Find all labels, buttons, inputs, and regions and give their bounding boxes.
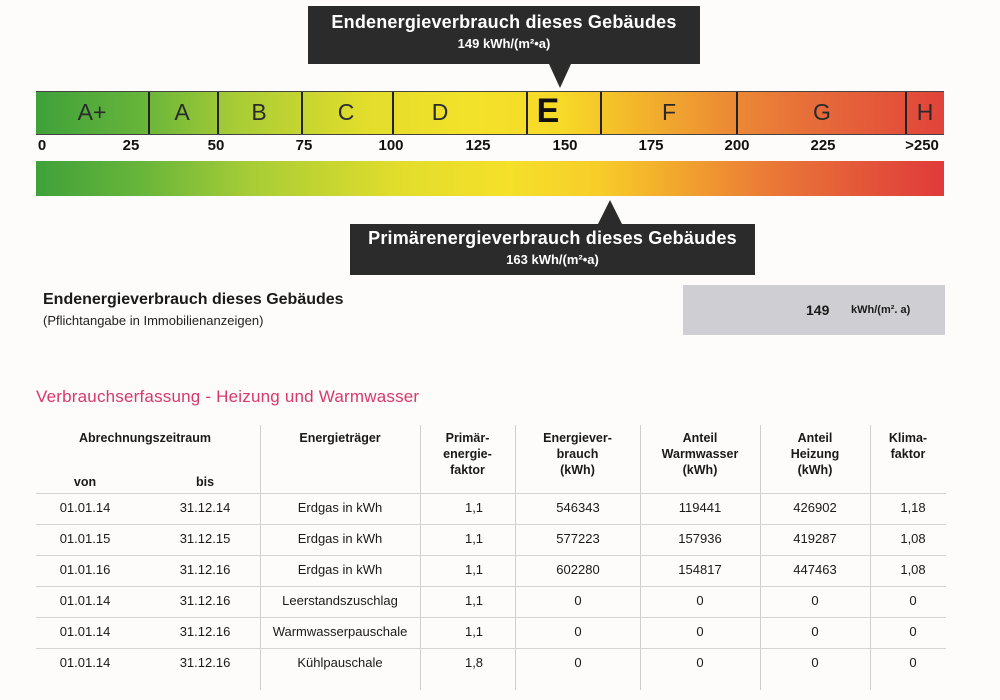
class-label-g: G <box>813 99 831 125</box>
cell-water: 119441 <box>678 500 722 515</box>
summary-value-box <box>683 285 945 335</box>
cell-von: 01.01.16 <box>59 562 111 577</box>
scale-tick: 150 <box>552 137 578 154</box>
cell-water: 157936 <box>678 531 722 546</box>
cell-carrier: Kühlpauschale <box>297 655 383 670</box>
primary-energy-callout-value: 163 kWh/(m²•a) <box>506 252 599 267</box>
scale-tick: 0 <box>37 137 47 154</box>
primary-energy-callout-title: Primärenergieverbrauch dieses Gebäudes <box>368 228 737 248</box>
final-energy-pointer <box>549 64 571 88</box>
scale-tick: 100 <box>378 137 404 154</box>
final-energy-callout-title: Endenergieverbrauch dieses Gebäudes <box>331 12 677 32</box>
cell-carrier: Leerstandszuschlag <box>282 593 398 608</box>
class-divider <box>217 92 219 134</box>
cell-water: 0 <box>696 655 704 670</box>
class-divider <box>905 92 907 134</box>
table-row-divider <box>36 617 946 618</box>
summary-subtitle: (Pflichtangabe in Immobilienanzeigen) <box>43 313 264 328</box>
table-row-divider <box>36 555 946 556</box>
cell-von: 01.01.15 <box>59 531 111 546</box>
scale-tick: 75 <box>295 137 313 154</box>
energy-class-bar <box>36 91 944 135</box>
class-label-d: D <box>431 99 449 125</box>
summary-title: Endenergieverbrauch dieses Gebäudes <box>43 291 344 308</box>
table-row-divider <box>36 493 946 494</box>
scale-tick: 125 <box>465 137 491 154</box>
cell-bis: 31.12.15 <box>179 531 231 546</box>
class-divider <box>736 92 738 134</box>
header-primary-factor: Primär- energie- faktor <box>443 431 492 477</box>
class-label-c: C <box>337 99 355 125</box>
header-warm-water-share: Anteil Warmwasser (kWh) <box>661 431 739 477</box>
cell-von: 01.01.14 <box>59 593 111 608</box>
header-bis: bis <box>195 475 215 489</box>
header-von: von <box>73 475 97 489</box>
table-row-divider <box>36 524 946 525</box>
primary-energy-gradient-bar <box>36 161 944 196</box>
section-title: Verbrauchserfassung - Heizung und Warmwasser <box>36 387 420 406</box>
scale-tick: 50 <box>207 137 225 154</box>
cell-factor: 1,1 <box>464 624 484 639</box>
cell-heating: 447463 <box>793 562 837 577</box>
primary-energy-callout <box>350 224 755 275</box>
class-label-e-active: E <box>536 92 560 130</box>
cell-climate: 0 <box>909 624 917 639</box>
class-divider <box>148 92 150 134</box>
header-period: Abrechnungszeitraum <box>79 431 211 445</box>
cell-climate: 1,18 <box>900 500 926 515</box>
cell-factor: 1,1 <box>464 500 484 515</box>
cell-factor: 1,1 <box>464 531 484 546</box>
scale-tick: 225 <box>810 137 836 154</box>
cell-carrier: Erdgas in kWh <box>297 562 383 577</box>
cell-consumption: 0 <box>574 655 582 670</box>
cell-climate: 0 <box>909 593 917 608</box>
primary-energy-pointer <box>598 200 622 224</box>
class-divider <box>301 92 303 134</box>
cell-heating: 419287 <box>793 531 837 546</box>
cell-bis: 31.12.16 <box>179 593 231 608</box>
cell-carrier: Warmwasserpauschale <box>272 624 408 639</box>
scale-tick: 175 <box>638 137 664 154</box>
cell-heating: 0 <box>811 655 819 670</box>
cell-water: 154817 <box>678 562 722 577</box>
scale-tick: 25 <box>122 137 140 154</box>
cell-consumption: 577223 <box>556 531 600 546</box>
header-carrier: Energieträger <box>299 431 381 445</box>
summary-value: 149 <box>806 302 830 318</box>
class-divider <box>600 92 602 134</box>
summary-unit: kWh/(m². a) <box>851 304 911 316</box>
cell-consumption: 0 <box>574 593 582 608</box>
cell-factor: 1,1 <box>464 562 484 577</box>
table-row-divider <box>36 648 946 649</box>
cell-water: 0 <box>696 593 704 608</box>
class-label-a-plus: A+ <box>77 99 107 125</box>
table-row-divider <box>36 586 946 587</box>
table-column-divider <box>260 425 261 690</box>
class-label-h: H <box>916 99 934 125</box>
cell-factor: 1,1 <box>464 593 484 608</box>
cell-bis: 31.12.16 <box>179 655 231 670</box>
cell-factor: 1,8 <box>464 655 484 670</box>
header-consumption: Energiever- brauch (kWh) <box>543 431 612 477</box>
final-energy-callout <box>308 6 700 64</box>
cell-von: 01.01.14 <box>59 624 111 639</box>
cell-consumption: 602280 <box>556 562 600 577</box>
cell-carrier: Erdgas in kWh <box>297 500 383 515</box>
class-divider <box>526 92 528 134</box>
cell-climate: 1,08 <box>900 531 926 546</box>
cell-consumption: 0 <box>574 624 582 639</box>
final-energy-callout-value: 149 kWh/(m²•a) <box>457 36 551 51</box>
scale-tick: 200 <box>724 137 750 154</box>
cell-heating: 0 <box>811 624 819 639</box>
table-column-divider <box>870 425 871 690</box>
class-label-f: F <box>661 99 677 125</box>
cell-von: 01.01.14 <box>59 655 111 670</box>
cell-bis: 31.12.14 <box>179 500 231 515</box>
cell-heating: 0 <box>811 593 819 608</box>
cell-climate: 1,08 <box>900 562 926 577</box>
cell-bis: 31.12.16 <box>179 562 231 577</box>
cell-water: 0 <box>696 624 704 639</box>
cell-carrier: Erdgas in kWh <box>297 531 383 546</box>
cell-climate: 0 <box>909 655 917 670</box>
class-label-b: B <box>251 99 267 125</box>
cell-heating: 426902 <box>793 500 837 515</box>
cell-consumption: 546343 <box>556 500 600 515</box>
header-heating-share: Anteil Heizung (kWh) <box>790 431 840 477</box>
class-divider <box>392 92 394 134</box>
cell-von: 01.01.14 <box>59 500 111 515</box>
class-label-a: A <box>174 99 190 125</box>
header-climate-factor: Klima- faktor <box>888 431 928 461</box>
scale-tick: >250 <box>905 137 939 154</box>
cell-bis: 31.12.16 <box>179 624 231 639</box>
